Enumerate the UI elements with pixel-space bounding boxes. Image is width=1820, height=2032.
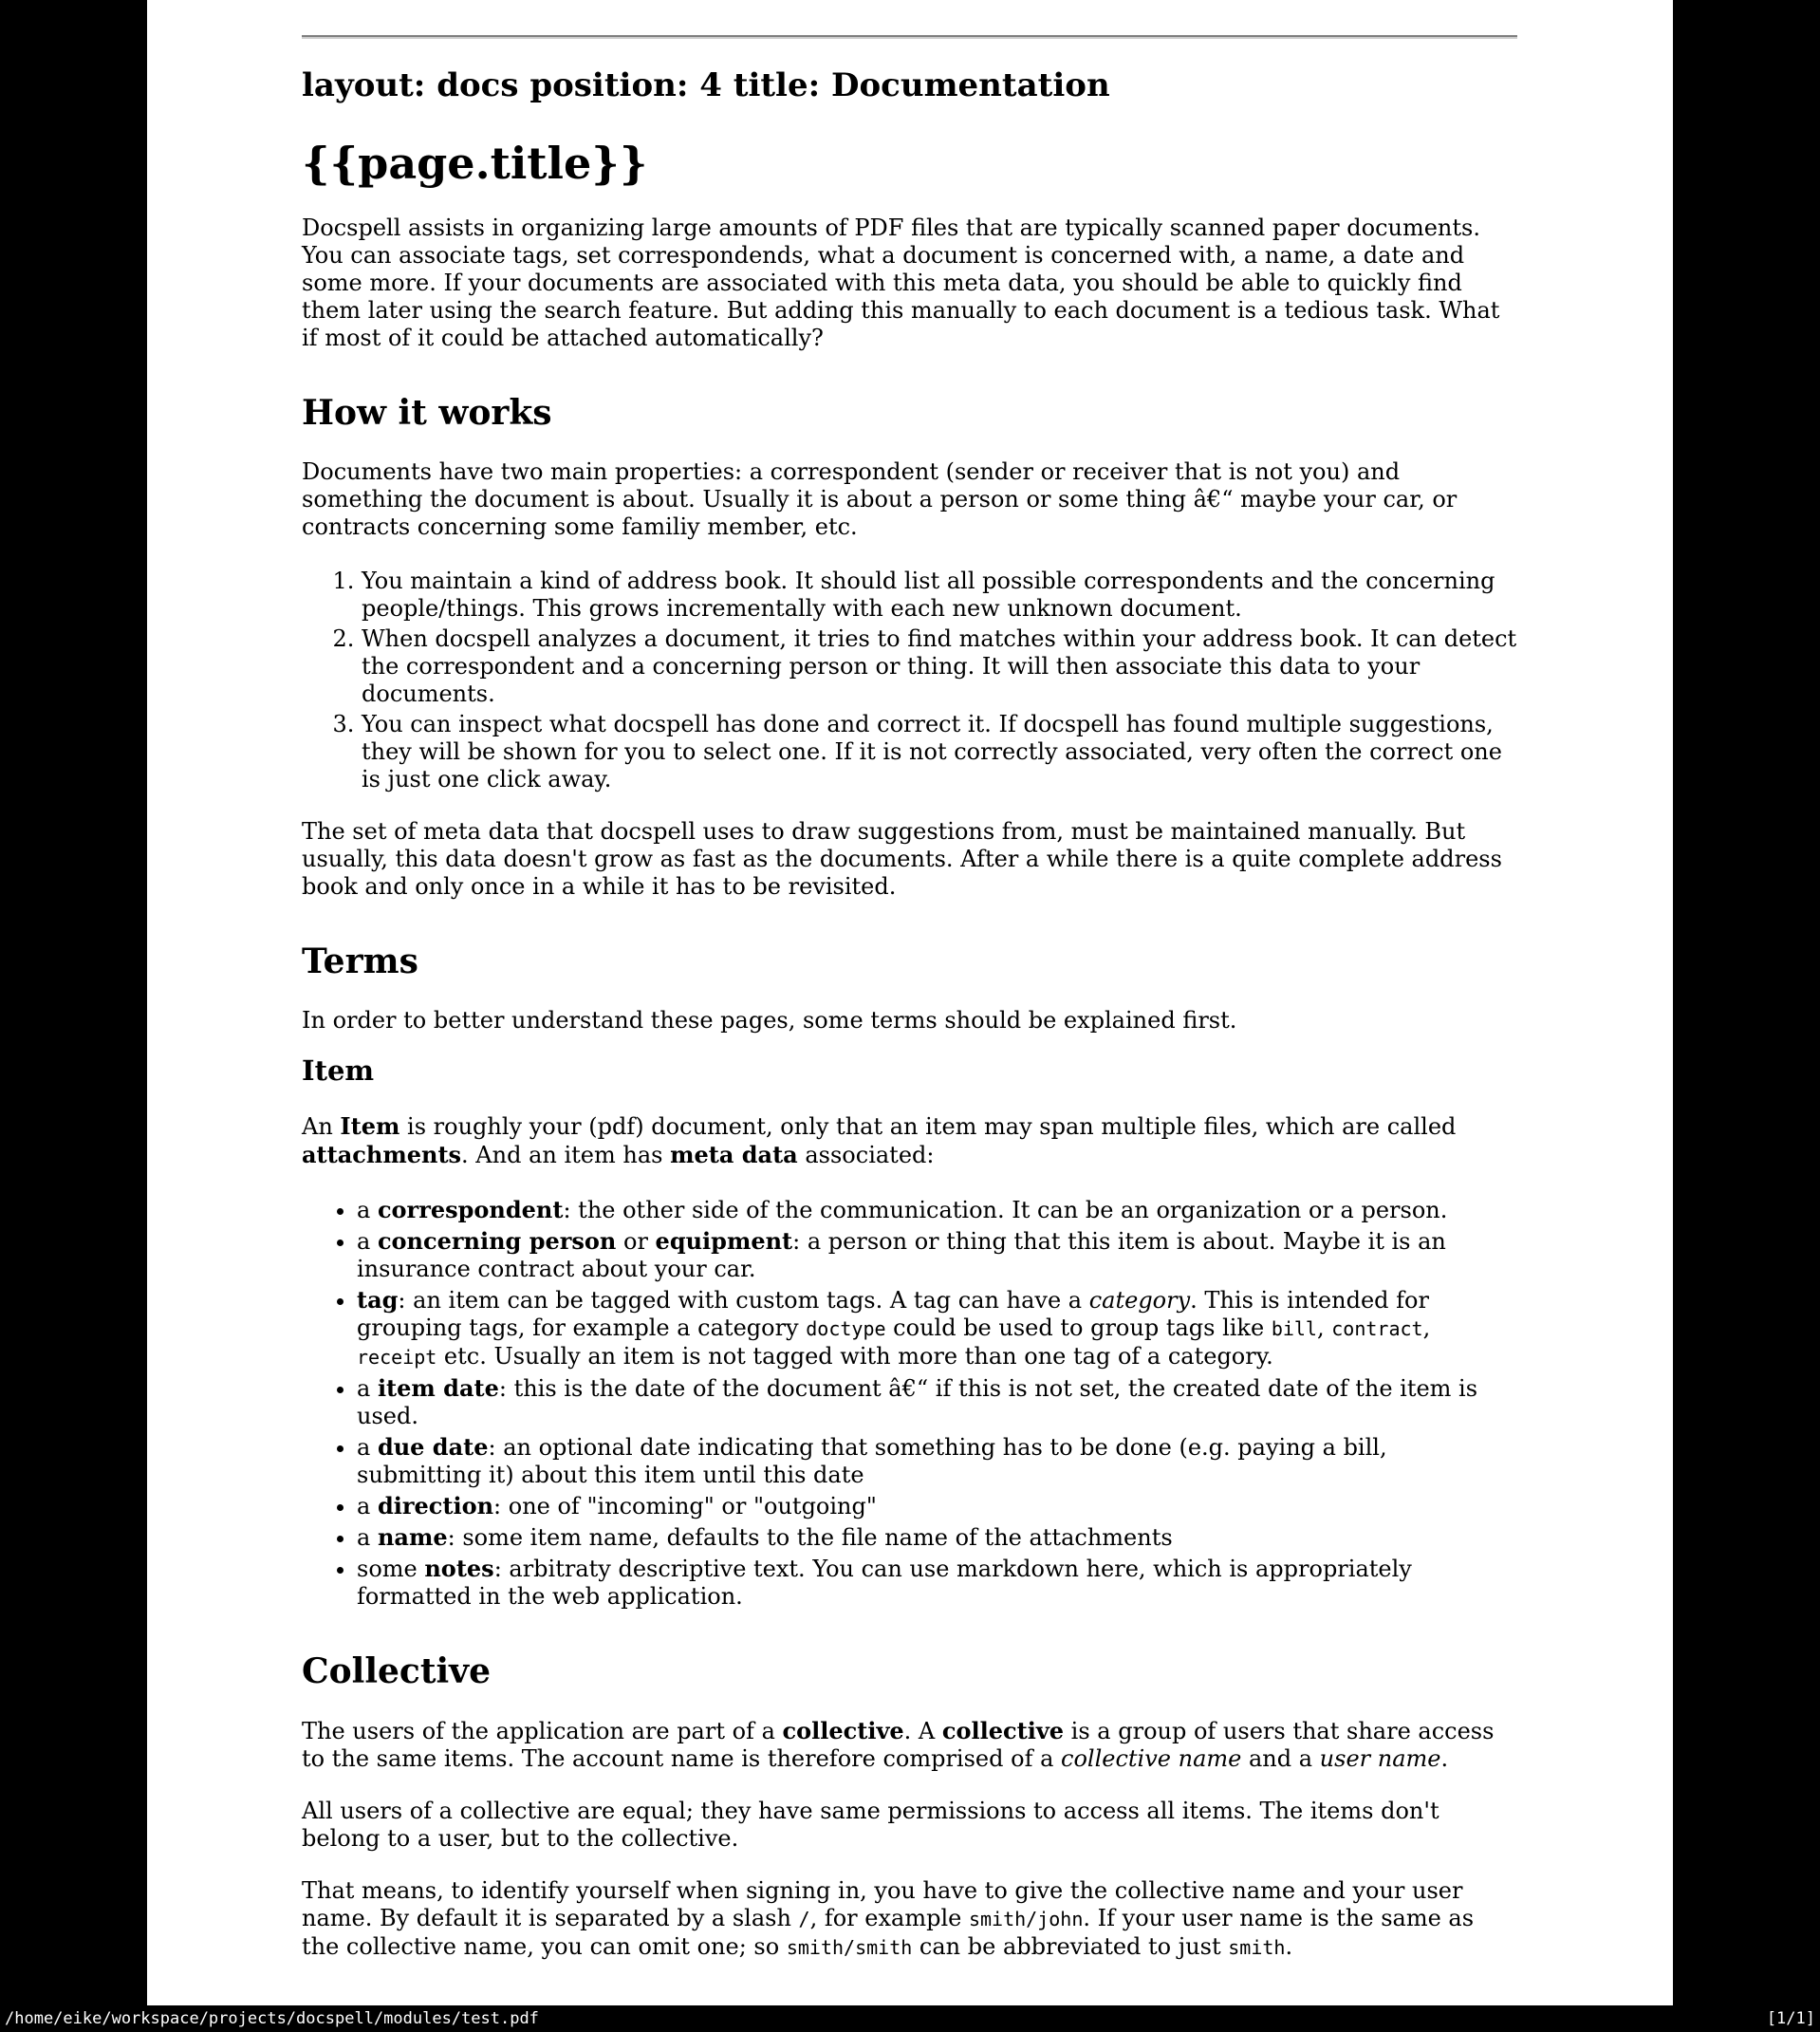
text-run: The users of the application are part of a	[302, 1718, 783, 1744]
text-run: a	[357, 1197, 378, 1223]
text-run: : some item name, defaults to the file name of the attachments	[447, 1524, 1173, 1551]
text-run: When docspell analyzes a document, it tries to find matches within your address book. It can detect the correspondent and a concerning person or thing. It will then associate this data to your documents.	[362, 625, 1517, 707]
section-heading-item	[302, 1053, 1517, 1088]
list-item	[357, 1523, 1517, 1552]
how-it-works-paragraph	[302, 458, 1517, 541]
inline-code: /	[798, 1908, 810, 1930]
section-heading-terms	[302, 941, 1517, 982]
text-run: ,	[1422, 1314, 1431, 1341]
inline-code: contract	[1331, 1317, 1423, 1340]
text-run: . This is intended for grouping tags, for example a category	[357, 1287, 1429, 1341]
bold-run: attachments	[302, 1141, 462, 1168]
text-run: An	[302, 1113, 341, 1140]
text-run: The set of meta data that docspell uses to draw suggestions from, must be maintained manually. But usually, this data doesn't grow as fast as the documents. After a while there is a quite complete address book and only once in a while it has to be revisited.	[302, 818, 1502, 900]
statusbar-page-indicator: [1/1]	[1766, 2009, 1815, 2028]
text-run: : this is the date of the document â€“ if this is not set, the created date of the item is used.	[357, 1375, 1478, 1429]
text-run: How it works	[302, 393, 552, 433]
collective-paragraph-3	[302, 1877, 1517, 1962]
text-run: You can inspect what docspell has done and correct it. If docspell has found multiple suggestions, they will be shown for you to select one. If it is not correctly associated, very often the correct one is just one click away.	[362, 711, 1502, 792]
bold-run: tag	[357, 1286, 399, 1314]
text-run: Terms	[302, 941, 418, 981]
inline-code: bill	[1271, 1317, 1317, 1340]
italic-run: user name	[1319, 1745, 1441, 1772]
text-run: a	[357, 1228, 378, 1255]
text-run: a	[357, 1524, 378, 1551]
text-run: a	[357, 1375, 378, 1402]
text-run: In order to better understand these pages, some terms should be explained first.	[302, 1007, 1237, 1034]
bold-run: correspondent	[377, 1196, 564, 1223]
text-run: is a group of users that share access to the same items. The account name is therefore comprised of a	[302, 1718, 1495, 1772]
intro-paragraph	[302, 214, 1517, 352]
text-run: and a	[1241, 1745, 1320, 1772]
text-run: is roughly your (pdf) document, only that an item may span multiple files, which are called	[399, 1113, 1457, 1140]
text-run: a	[357, 1434, 378, 1461]
bold-run: concerning person	[377, 1227, 617, 1255]
text-run: etc. Usually an item is not tagged with more than one tag of a category.	[436, 1343, 1273, 1370]
document-content	[147, 0, 1673, 1962]
list-item	[357, 1374, 1517, 1430]
text-run: Docspell assists in organizing large amounts of PDF files that are typically scanned paper documents. You can associate tags, set correspondends, what a document is concerned with, a name, a date and some more. If your documents are associated with this meta data, you should be able to quickly find them later using the search feature. But adding this manually to each document is a tedious task. What if most of it could be attached automatically?	[302, 214, 1500, 351]
bold-run: meta data	[670, 1141, 798, 1168]
list-item	[362, 625, 1517, 708]
page-title-heading	[302, 137, 1517, 190]
text-run: . A	[903, 1718, 942, 1744]
meta-data-paragraph	[302, 818, 1517, 901]
bold-run: notes	[424, 1555, 494, 1582]
text-run: Item	[302, 1054, 375, 1087]
list-item	[357, 1433, 1517, 1489]
inline-code: smith/smith	[786, 1936, 913, 1959]
inline-code: doctype	[806, 1317, 886, 1340]
section-heading-how-it-works	[302, 392, 1517, 434]
inline-code: smith/john	[968, 1908, 1084, 1930]
text-run: . And an item has	[461, 1142, 671, 1168]
text-run: a	[357, 1493, 378, 1519]
collective-paragraph-2	[302, 1798, 1517, 1853]
text-run: or	[616, 1228, 656, 1255]
inline-code: smith	[1228, 1936, 1286, 1959]
frontmatter-rule	[302, 35, 1517, 39]
text-run: layout: docs position: 4 title: Documentation	[302, 66, 1110, 104]
text-run: .	[1285, 1933, 1293, 1960]
statusbar-file-path: /home/eike/workspace/projects/docspell/modules/test.pdf	[5, 2009, 539, 2028]
list-item	[357, 1286, 1517, 1371]
bold-run: equipment	[655, 1227, 793, 1255]
text-run: ,	[1316, 1314, 1332, 1341]
text-run: All users of a collective are equal; they have same permissions to access all items. The items don't belong to a user, but to the collective.	[302, 1798, 1439, 1852]
text-run: : the other side of the communication. It can be an organization or a person.	[563, 1197, 1448, 1223]
bold-run: Item	[340, 1112, 400, 1140]
text-run: : an item can be tagged with custom tags. A tag can have a	[398, 1287, 1089, 1314]
text-run: : arbitraty descriptive text. You can use markdown here, which is appropriately formatted in the web application.	[357, 1556, 1412, 1610]
list-item	[357, 1227, 1517, 1283]
inline-code: receipt	[357, 1346, 437, 1369]
how-it-works-steps	[302, 568, 1517, 793]
list-item	[357, 1555, 1517, 1611]
italic-run: category	[1088, 1287, 1191, 1314]
text-run: : one of "incoming" or "outgoing"	[493, 1493, 877, 1519]
text-run: can be abbreviated to just	[912, 1933, 1229, 1960]
bold-run: collective	[782, 1717, 904, 1744]
text-run: associated:	[797, 1142, 935, 1168]
bold-run: name	[377, 1523, 448, 1551]
text-run: Collective	[302, 1651, 491, 1691]
section-heading-collective	[302, 1650, 1517, 1692]
text-run: : a person or thing that this item is about. Maybe it is an insurance contract about your car.	[357, 1228, 1446, 1282]
text-run: some	[357, 1556, 425, 1582]
bold-run: collective	[941, 1717, 1065, 1744]
list-item	[362, 568, 1517, 623]
bold-run: due date	[377, 1433, 489, 1461]
text-run: , for example	[809, 1905, 969, 1931]
text-run: Documents have two main properties: a correspondent (sender or receiver that is not you) and something the document is about. Usually it is about a person or some thing â€“ maybe your car, or contracts concerning some familiy member, etc.	[302, 458, 1458, 540]
bold-run: item date	[377, 1374, 499, 1402]
text-run: : an optional date indicating that something has to be done (e.g. paying a bill, submitting it) about this item until this date	[357, 1434, 1387, 1488]
text-run: You maintain a kind of address book. It should list all possible correspondents and the concerning people/things. This grows incrementally with each new unknown document.	[362, 568, 1495, 622]
bold-run: direction	[377, 1492, 494, 1519]
pdf-page[interactable]	[147, 0, 1673, 2005]
list-item	[362, 711, 1517, 793]
statusbar	[0, 2005, 1820, 2032]
list-item	[357, 1196, 1517, 1224]
text-run: . If your user name is the same as the collective name, you can omit one; so	[302, 1905, 1475, 1960]
item-intro-paragraph	[302, 1112, 1517, 1169]
text-run: {{page.title}}	[302, 138, 648, 189]
list-item	[357, 1492, 1517, 1520]
text-run: could be used to group tags like	[885, 1314, 1272, 1341]
frontmatter-heading	[302, 65, 1517, 106]
italic-run: collective name	[1061, 1745, 1242, 1772]
collective-paragraph-1	[302, 1717, 1517, 1773]
text-run: .	[1440, 1745, 1449, 1772]
text-run: That means, to identify yourself when signing in, you have to give the collective name and your user name. By default it is separated by a slash	[302, 1877, 1463, 1931]
item-meta-data-list	[302, 1196, 1517, 1611]
terms-intro-paragraph	[302, 1007, 1517, 1035]
